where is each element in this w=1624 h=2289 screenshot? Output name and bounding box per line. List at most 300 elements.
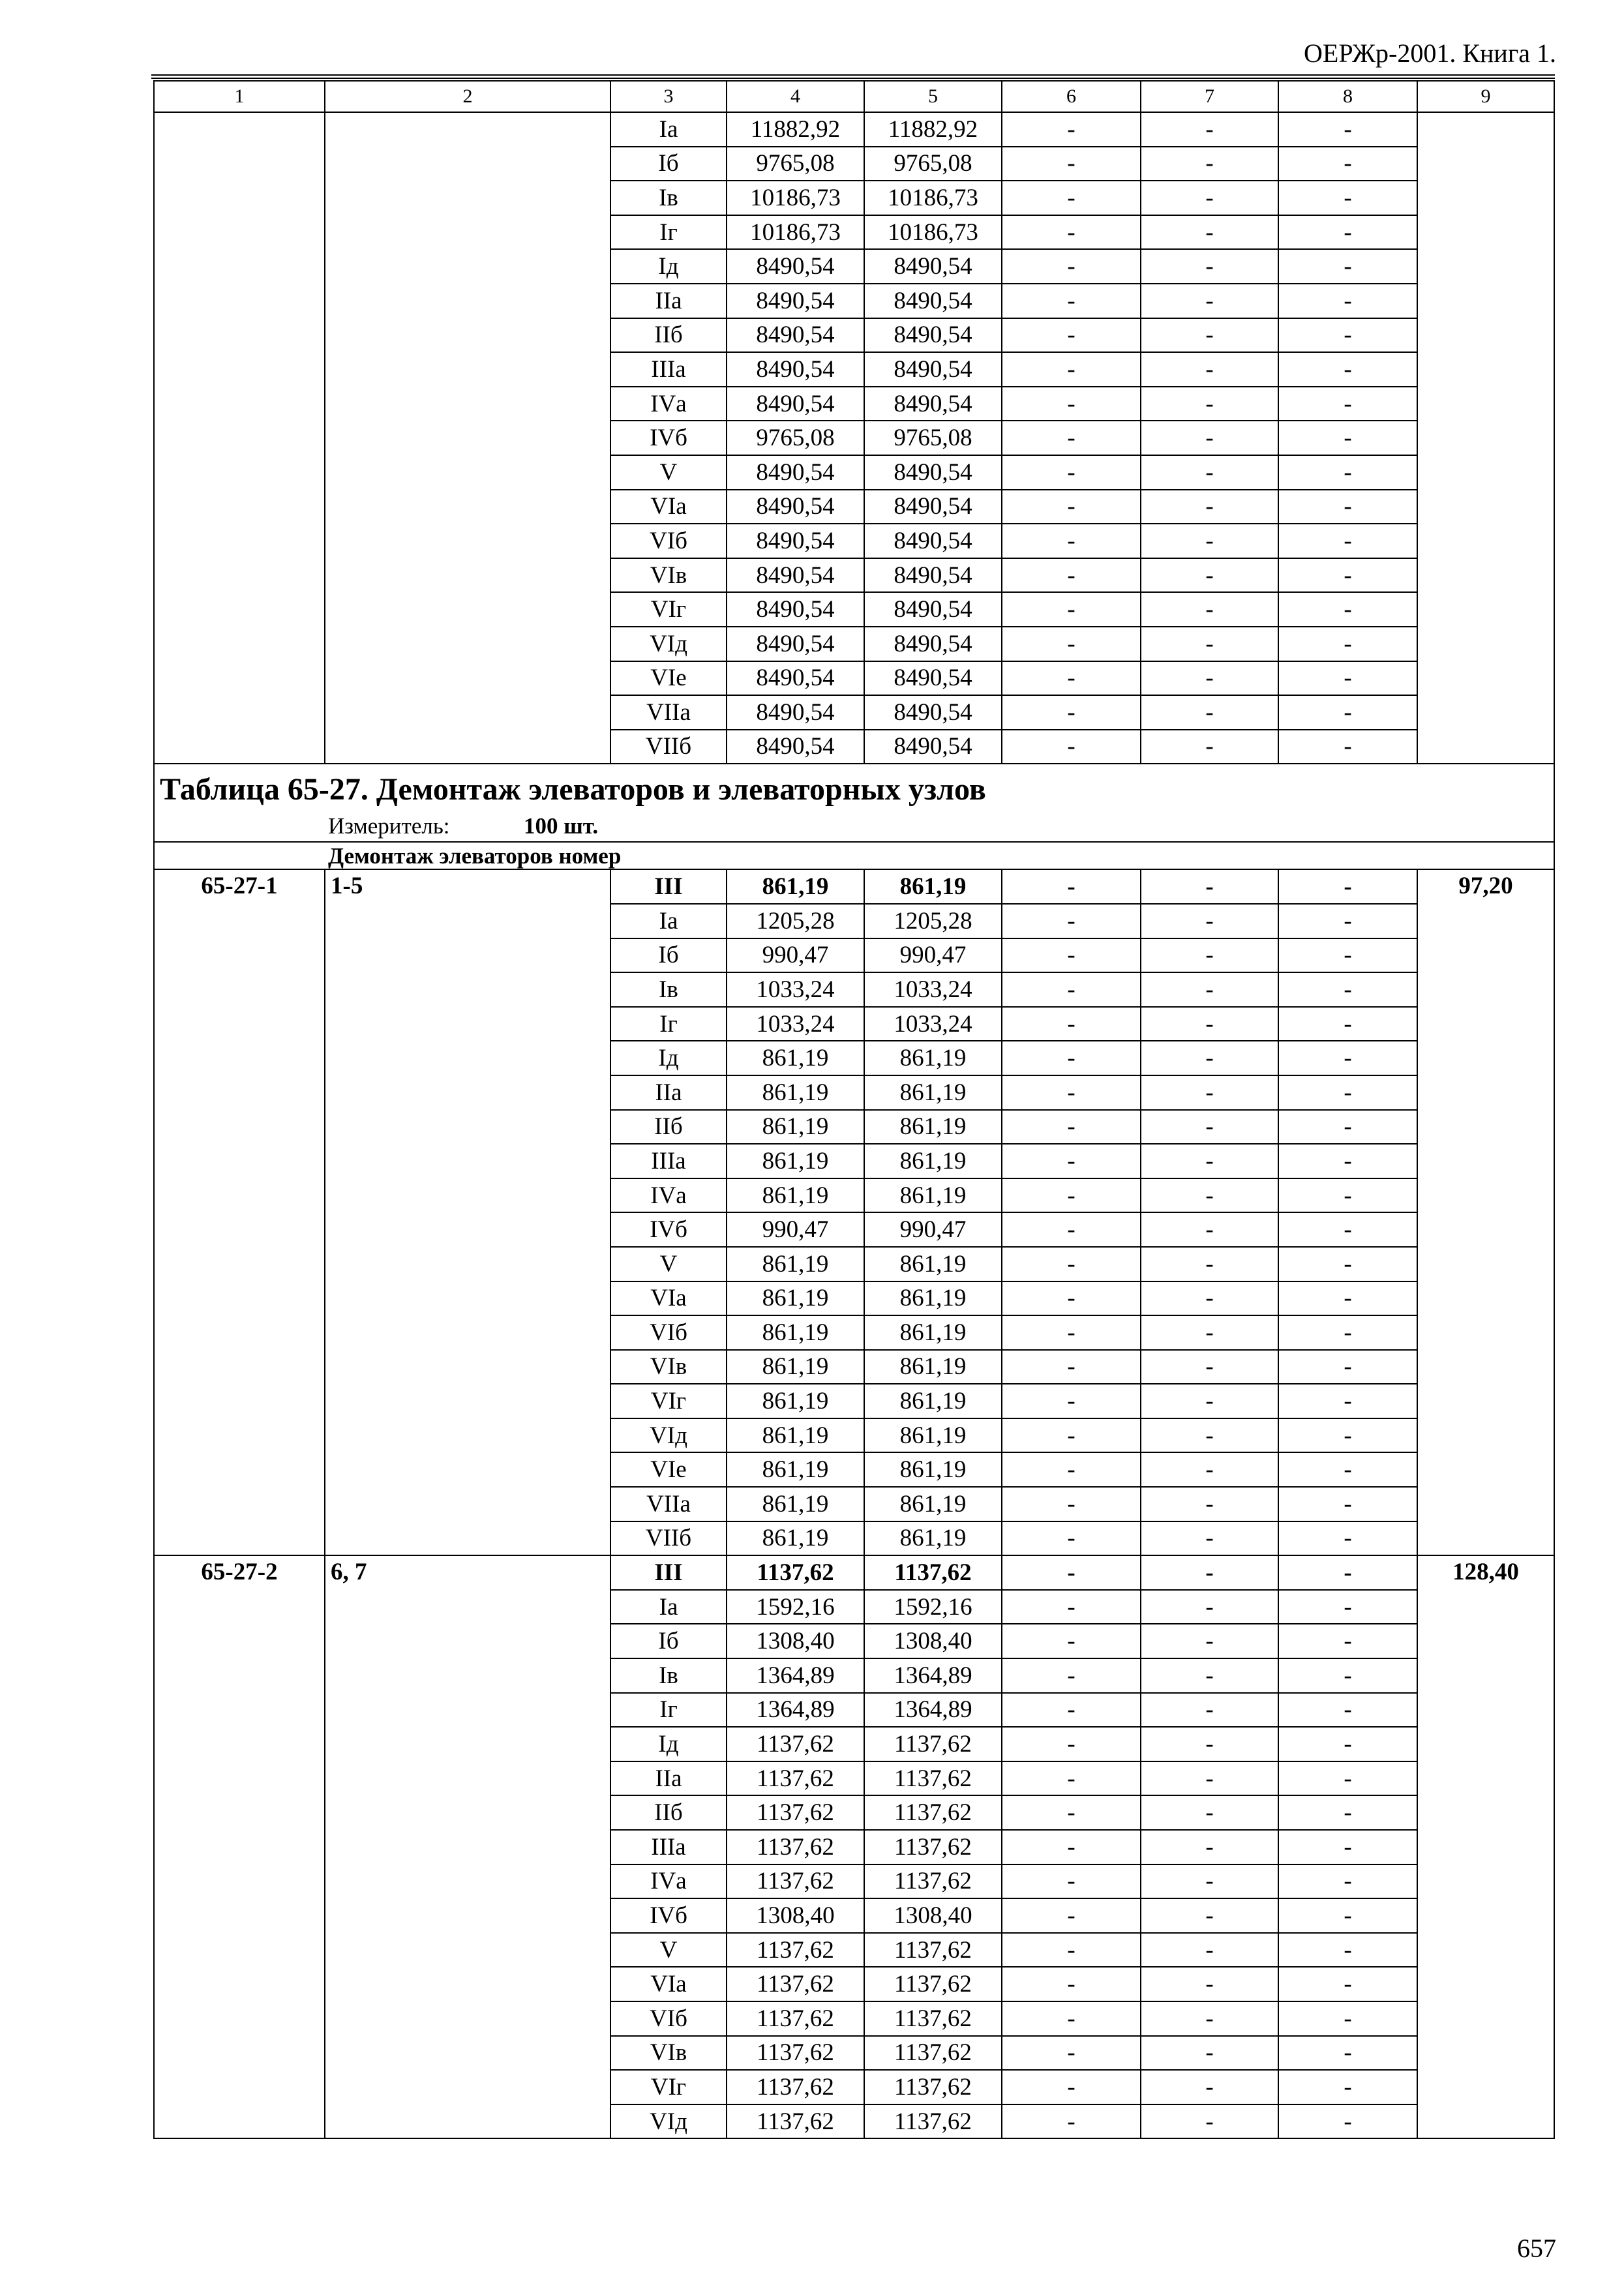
value-cell-4: 1308,40 — [727, 1898, 864, 1933]
value-cell-8: - — [1278, 695, 1417, 730]
value-cell-6: - — [1002, 249, 1141, 284]
value-cell-4: 1137,62 — [727, 1864, 864, 1899]
zone-cell: III — [610, 1555, 727, 1590]
zone-cell: IVа — [610, 1864, 727, 1899]
value-cell-4: 8490,54 — [727, 627, 864, 661]
value-cell-8: - — [1278, 904, 1417, 938]
zone-cell: Iб — [610, 938, 727, 973]
value-cell-5: 8490,54 — [864, 524, 1002, 558]
value-cell-5: 1033,24 — [864, 1007, 1002, 1041]
zone-cell: Iг — [610, 215, 727, 250]
value-cell-8: - — [1278, 455, 1417, 490]
zone-cell: IVб — [610, 421, 727, 455]
value-cell-6: - — [1002, 147, 1141, 181]
value-cell-5: 10186,73 — [864, 181, 1002, 215]
value-cell-8: - — [1278, 1110, 1417, 1144]
value-cell-7: - — [1141, 318, 1278, 353]
value-cell-7: - — [1141, 1075, 1278, 1110]
zone-cell: III — [610, 869, 727, 904]
rates-table — [153, 80, 1555, 2139]
column-number: 7 — [1141, 81, 1278, 112]
value-cell-6: - — [1002, 627, 1141, 661]
value-cell-8: - — [1278, 1247, 1417, 1281]
value-cell-4: 861,19 — [727, 1384, 864, 1418]
value-cell-6: - — [1002, 352, 1141, 387]
value-cell-6: - — [1002, 695, 1141, 730]
value-cell-5: 1137,62 — [864, 1933, 1002, 1967]
zone-cell: Iд — [610, 1727, 727, 1761]
value-cell-4: 861,19 — [727, 1452, 864, 1487]
column-number: 1 — [154, 81, 325, 112]
column-number-row — [154, 81, 1554, 112]
value-cell-5: 1205,28 — [864, 904, 1002, 938]
value-cell-7: - — [1141, 869, 1278, 904]
value-cell-5: 1308,40 — [864, 1898, 1002, 1933]
value-cell-7: - — [1141, 2104, 1278, 2139]
value-cell-6: - — [1002, 904, 1141, 938]
value-cell-5: 861,19 — [864, 1487, 1002, 1521]
value-cell-6: - — [1002, 1864, 1141, 1899]
zone-cell: Iа — [610, 1590, 727, 1624]
value-cell-4: 861,19 — [727, 1247, 864, 1281]
table-title-row — [154, 764, 1554, 842]
value-cell-7: - — [1141, 1967, 1278, 2001]
value-cell-4: 1137,62 — [727, 1727, 864, 1761]
value-cell-4: 1308,40 — [727, 1624, 864, 1658]
value-cell-5: 1137,62 — [864, 1555, 1002, 1590]
value-cell-8: - — [1278, 2104, 1417, 2139]
value-cell-5: 861,19 — [864, 1041, 1002, 1075]
value-cell-7: - — [1141, 1007, 1278, 1041]
value-cell-4: 8490,54 — [727, 284, 864, 318]
measure-label: Измеритель: — [328, 813, 450, 839]
zone-cell: Iа — [610, 904, 727, 938]
value-cell-7: - — [1141, 1590, 1278, 1624]
value-cell-4: 861,19 — [727, 1281, 864, 1316]
zone-cell: IIб — [610, 1795, 727, 1830]
zone-cell: VIIб — [610, 730, 727, 764]
value-cell-7: - — [1141, 1247, 1278, 1281]
value-cell-8: - — [1278, 1281, 1417, 1316]
value-cell-7: - — [1141, 1933, 1278, 1967]
code-cell: 65-27-2 — [154, 1555, 325, 2138]
value-cell-6: - — [1002, 592, 1141, 627]
zone-cell: Iв — [610, 972, 727, 1007]
zone-cell: Iв — [610, 1658, 727, 1693]
zone-cell: VIе — [610, 661, 727, 696]
value-cell-7: - — [1141, 249, 1278, 284]
value-cell-8: - — [1278, 2001, 1417, 2036]
value-cell-4: 8490,54 — [727, 695, 864, 730]
value-cell-7: - — [1141, 1795, 1278, 1830]
value-cell-6: - — [1002, 1178, 1141, 1213]
zone-cell: IIIа — [610, 1830, 727, 1864]
value-cell-8: - — [1278, 1075, 1417, 1110]
section-heading: Демонтаж элеваторов номер — [154, 842, 1554, 869]
value-cell-5: 8490,54 — [864, 661, 1002, 696]
value-cell-8: - — [1278, 1830, 1417, 1864]
value-cell-7: - — [1141, 1898, 1278, 1933]
value-cell-6: - — [1002, 387, 1141, 421]
value-cell-8: - — [1278, 1144, 1417, 1178]
value-cell-4: 861,19 — [727, 1487, 864, 1521]
value-cell-7: - — [1141, 1384, 1278, 1418]
zone-cell: Iд — [610, 1041, 727, 1075]
value-cell-6: - — [1002, 1007, 1141, 1041]
zone-cell: VIв — [610, 1350, 727, 1384]
value-cell-8: - — [1278, 730, 1417, 764]
value-cell-5: 1137,62 — [864, 1830, 1002, 1864]
value-cell-6: - — [1002, 1350, 1141, 1384]
name-cell: 1-5 — [325, 869, 610, 1555]
value-cell-5: 861,19 — [864, 1418, 1002, 1453]
value-cell-6: - — [1002, 1281, 1141, 1316]
value-cell-8: - — [1278, 1761, 1417, 1796]
zone-cell: V — [610, 1933, 727, 1967]
table-row — [154, 1555, 1554, 1590]
value-cell-7: - — [1141, 2070, 1278, 2104]
value-cell-8: - — [1278, 1178, 1417, 1213]
value-cell-6: - — [1002, 1967, 1141, 2001]
value-cell-8: - — [1278, 1521, 1417, 1556]
name-cell — [325, 112, 610, 764]
value-cell-5: 1137,62 — [864, 2104, 1002, 2139]
value-cell-6: - — [1002, 215, 1141, 250]
value-cell-8: - — [1278, 2070, 1417, 2104]
value-cell-7: - — [1141, 1624, 1278, 1658]
value-cell-5: 8490,54 — [864, 558, 1002, 593]
measure — [328, 814, 1554, 839]
value-cell-5: 1137,62 — [864, 2036, 1002, 2071]
value-cell-4: 1033,24 — [727, 1007, 864, 1041]
value-cell-5: 8490,54 — [864, 490, 1002, 524]
column-number: 9 — [1417, 81, 1554, 112]
value-cell-8: - — [1278, 2036, 1417, 2071]
value-cell-6: - — [1002, 1693, 1141, 1728]
value-cell-4: 9765,08 — [727, 421, 864, 455]
value-cell-7: - — [1141, 352, 1278, 387]
value-cell-8: - — [1278, 627, 1417, 661]
value-cell-6: - — [1002, 421, 1141, 455]
zone-cell: IIб — [610, 318, 727, 353]
value-cell-5: 861,19 — [864, 1247, 1002, 1281]
value-cell-6: - — [1002, 1727, 1141, 1761]
zone-cell: IIIа — [610, 352, 727, 387]
value-cell-4: 8490,54 — [727, 558, 864, 593]
value-cell-8: - — [1278, 1967, 1417, 2001]
value-cell-5: 1033,24 — [864, 972, 1002, 1007]
value-cell-8: - — [1278, 938, 1417, 973]
zone-cell: VIг — [610, 592, 727, 627]
value-cell-8: - — [1278, 1041, 1417, 1075]
value-cell-7: - — [1141, 112, 1278, 147]
value-cell-4: 1137,62 — [727, 1933, 864, 1967]
value-cell-5: 861,19 — [864, 1178, 1002, 1213]
value-cell-4: 1205,28 — [727, 904, 864, 938]
value-cell-4: 1364,89 — [727, 1658, 864, 1693]
value-cell-4: 861,19 — [727, 1350, 864, 1384]
value-cell-8: - — [1278, 1933, 1417, 1967]
value-cell-6: - — [1002, 2036, 1141, 2071]
value-cell-6: - — [1002, 1658, 1141, 1693]
measure-value: 100 шт. — [524, 813, 599, 839]
value-cell-4: 8490,54 — [727, 490, 864, 524]
value-cell-7: - — [1141, 938, 1278, 973]
zone-cell: VIа — [610, 490, 727, 524]
value-cell-7: - — [1141, 904, 1278, 938]
zone-cell: IIа — [610, 284, 727, 318]
value-cell-8: - — [1278, 592, 1417, 627]
value-cell-8: - — [1278, 249, 1417, 284]
value-cell-8: - — [1278, 1898, 1417, 1933]
zone-cell: VIг — [610, 1384, 727, 1418]
value-cell-5: 861,19 — [864, 1144, 1002, 1178]
value-cell-5: 1592,16 — [864, 1590, 1002, 1624]
zone-cell: VIIб — [610, 1521, 727, 1556]
value-cell-7: - — [1141, 1110, 1278, 1144]
value-cell-7: - — [1141, 1144, 1278, 1178]
value-cell-4: 8490,54 — [727, 524, 864, 558]
table-row — [154, 869, 1554, 904]
table-title: Таблица 65-27. Демонтаж элеваторов и элеваторных узлов — [160, 772, 986, 807]
value-cell-8: - — [1278, 318, 1417, 353]
value-cell-4: 8490,54 — [727, 249, 864, 284]
value-cell-7: - — [1141, 1315, 1278, 1350]
value-cell-5: 990,47 — [864, 1212, 1002, 1247]
value-cell-8: - — [1278, 1555, 1417, 1590]
zone-cell: VIб — [610, 2001, 727, 2036]
zone-cell: V — [610, 1247, 727, 1281]
value-cell-6: - — [1002, 455, 1141, 490]
column-number: 2 — [325, 81, 610, 112]
zone-cell: Iб — [610, 1624, 727, 1658]
zone-cell: VIа — [610, 1281, 727, 1316]
value-cell-5: 8490,54 — [864, 455, 1002, 490]
zone-cell: Iа — [610, 112, 727, 147]
value-cell-4: 1364,89 — [727, 1693, 864, 1728]
value-cell-4: 1137,62 — [727, 1795, 864, 1830]
value-cell-5: 1137,62 — [864, 1864, 1002, 1899]
value-cell-6: - — [1002, 1795, 1141, 1830]
value-cell-6: - — [1002, 661, 1141, 696]
value-cell-8: - — [1278, 1693, 1417, 1728]
zone-cell: IIб — [610, 1110, 727, 1144]
column-number: 5 — [864, 81, 1002, 112]
value-cell-8: - — [1278, 1384, 1417, 1418]
col9-cell: 97,20 — [1417, 869, 1554, 1555]
zone-cell: IVб — [610, 1898, 727, 1933]
value-cell-7: - — [1141, 524, 1278, 558]
value-cell-6: - — [1002, 1487, 1141, 1521]
value-cell-7: - — [1141, 284, 1278, 318]
value-cell-6: - — [1002, 490, 1141, 524]
value-cell-4: 861,19 — [727, 1144, 864, 1178]
zone-cell: VIб — [610, 1315, 727, 1350]
value-cell-7: - — [1141, 972, 1278, 1007]
value-cell-6: - — [1002, 1761, 1141, 1796]
value-cell-5: 861,19 — [864, 1075, 1002, 1110]
value-cell-4: 861,19 — [727, 1110, 864, 1144]
name-cell: 6, 7 — [325, 1555, 610, 2138]
value-cell-4: 8490,54 — [727, 352, 864, 387]
value-cell-4: 1137,62 — [727, 1967, 864, 2001]
zone-cell: VIIа — [610, 695, 727, 730]
value-cell-8: - — [1278, 1658, 1417, 1693]
value-cell-6: - — [1002, 2001, 1141, 2036]
value-cell-5: 8490,54 — [864, 352, 1002, 387]
value-cell-5: 1308,40 — [864, 1624, 1002, 1658]
value-cell-5: 9765,08 — [864, 147, 1002, 181]
value-cell-8: - — [1278, 1590, 1417, 1624]
value-cell-7: - — [1141, 661, 1278, 696]
value-cell-7: - — [1141, 387, 1278, 421]
value-cell-6: - — [1002, 1110, 1141, 1144]
value-cell-8: - — [1278, 1624, 1417, 1658]
value-cell-6: - — [1002, 1590, 1141, 1624]
value-cell-7: - — [1141, 1212, 1278, 1247]
section-row — [154, 842, 1554, 869]
value-cell-4: 1033,24 — [727, 972, 864, 1007]
value-cell-5: 1137,62 — [864, 1761, 1002, 1796]
value-cell-6: - — [1002, 730, 1141, 764]
zone-cell: Iд — [610, 249, 727, 284]
value-cell-8: - — [1278, 1212, 1417, 1247]
value-cell-5: 861,19 — [864, 869, 1002, 904]
value-cell-5: 1364,89 — [864, 1658, 1002, 1693]
value-cell-7: - — [1141, 1830, 1278, 1864]
value-cell-6: - — [1002, 524, 1141, 558]
value-cell-7: - — [1141, 592, 1278, 627]
value-cell-4: 1137,62 — [727, 2001, 864, 2036]
value-cell-6: - — [1002, 1452, 1141, 1487]
value-cell-8: - — [1278, 421, 1417, 455]
value-cell-5: 861,19 — [864, 1315, 1002, 1350]
value-cell-5: 8490,54 — [864, 592, 1002, 627]
value-cell-5: 8490,54 — [864, 730, 1002, 764]
value-cell-4: 11882,92 — [727, 112, 864, 147]
value-cell-5: 9765,08 — [864, 421, 1002, 455]
value-cell-5: 1137,62 — [864, 1967, 1002, 2001]
header-rule — [151, 74, 1555, 76]
zone-cell: IIа — [610, 1075, 727, 1110]
value-cell-5: 1137,62 — [864, 2001, 1002, 2036]
value-cell-6: - — [1002, 938, 1141, 973]
value-cell-5: 990,47 — [864, 938, 1002, 973]
column-number: 4 — [727, 81, 864, 112]
value-cell-6: - — [1002, 1555, 1141, 1590]
value-cell-7: - — [1141, 421, 1278, 455]
value-cell-6: - — [1002, 1933, 1141, 1967]
code-cell: 65-27-1 — [154, 869, 325, 1555]
value-cell-8: - — [1278, 1315, 1417, 1350]
value-cell-4: 1137,62 — [727, 2104, 864, 2139]
zone-cell: IIа — [610, 1761, 727, 1796]
value-cell-5: 8490,54 — [864, 627, 1002, 661]
value-cell-4: 1137,62 — [727, 2070, 864, 2104]
value-cell-7: - — [1141, 1693, 1278, 1728]
value-cell-8: - — [1278, 181, 1417, 215]
value-cell-7: - — [1141, 695, 1278, 730]
value-cell-6: - — [1002, 1247, 1141, 1281]
value-cell-4: 861,19 — [727, 1315, 864, 1350]
value-cell-6: - — [1002, 869, 1141, 904]
value-cell-4: 861,19 — [727, 869, 864, 904]
value-cell-8: - — [1278, 869, 1417, 904]
value-cell-4: 861,19 — [727, 1521, 864, 1556]
value-cell-6: - — [1002, 1418, 1141, 1453]
value-cell-8: - — [1278, 1864, 1417, 1899]
value-cell-5: 1364,89 — [864, 1693, 1002, 1728]
value-cell-7: - — [1141, 1555, 1278, 1590]
value-cell-8: - — [1278, 1007, 1417, 1041]
value-cell-6: - — [1002, 1041, 1141, 1075]
zone-cell: IVб — [610, 1212, 727, 1247]
value-cell-7: - — [1141, 1521, 1278, 1556]
value-cell-7: - — [1141, 1452, 1278, 1487]
zone-cell: Iг — [610, 1007, 727, 1041]
value-cell-4: 1137,62 — [727, 1761, 864, 1796]
value-cell-6: - — [1002, 558, 1141, 593]
value-cell-5: 861,19 — [864, 1110, 1002, 1144]
page-header-title: ОЕРЖр-2001. Книга 1. — [1304, 38, 1556, 68]
value-cell-4: 1592,16 — [727, 1590, 864, 1624]
value-cell-7: - — [1141, 1350, 1278, 1384]
value-cell-6: - — [1002, 284, 1141, 318]
table-row — [154, 112, 1554, 147]
value-cell-6: - — [1002, 1521, 1141, 1556]
value-cell-8: - — [1278, 1727, 1417, 1761]
column-number: 8 — [1278, 81, 1417, 112]
value-cell-7: - — [1141, 490, 1278, 524]
value-cell-4: 1137,62 — [727, 1555, 864, 1590]
value-cell-4: 10186,73 — [727, 181, 864, 215]
value-cell-4: 990,47 — [727, 1212, 864, 1247]
col9-cell — [1417, 112, 1554, 764]
value-cell-8: - — [1278, 972, 1417, 1007]
value-cell-8: - — [1278, 558, 1417, 593]
col9-cell: 128,40 — [1417, 1555, 1554, 2138]
value-cell-7: - — [1141, 1041, 1278, 1075]
value-cell-5: 8490,54 — [864, 387, 1002, 421]
zone-cell: Iг — [610, 1693, 727, 1728]
zone-cell: VIа — [610, 1967, 727, 2001]
value-cell-5: 1137,62 — [864, 1795, 1002, 1830]
value-cell-5: 861,19 — [864, 1350, 1002, 1384]
value-cell-8: - — [1278, 147, 1417, 181]
value-cell-6: - — [1002, 972, 1141, 1007]
value-cell-4: 1137,62 — [727, 2036, 864, 2071]
column-number: 3 — [610, 81, 727, 112]
value-cell-6: - — [1002, 1144, 1141, 1178]
zone-cell: Iв — [610, 181, 727, 215]
value-cell-5: 1137,62 — [864, 2070, 1002, 2104]
value-cell-5: 10186,73 — [864, 215, 1002, 250]
value-cell-4: 8490,54 — [727, 455, 864, 490]
value-cell-7: - — [1141, 1281, 1278, 1316]
value-cell-6: - — [1002, 1830, 1141, 1864]
value-cell-7: - — [1141, 1418, 1278, 1453]
value-cell-8: - — [1278, 490, 1417, 524]
value-cell-8: - — [1278, 1452, 1417, 1487]
value-cell-7: - — [1141, 1727, 1278, 1761]
zone-cell: VIб — [610, 524, 727, 558]
zone-cell: IVа — [610, 387, 727, 421]
value-cell-5: 861,19 — [864, 1521, 1002, 1556]
value-cell-8: - — [1278, 1795, 1417, 1830]
value-cell-4: 861,19 — [727, 1418, 864, 1453]
value-cell-6: - — [1002, 1384, 1141, 1418]
value-cell-8: - — [1278, 1418, 1417, 1453]
